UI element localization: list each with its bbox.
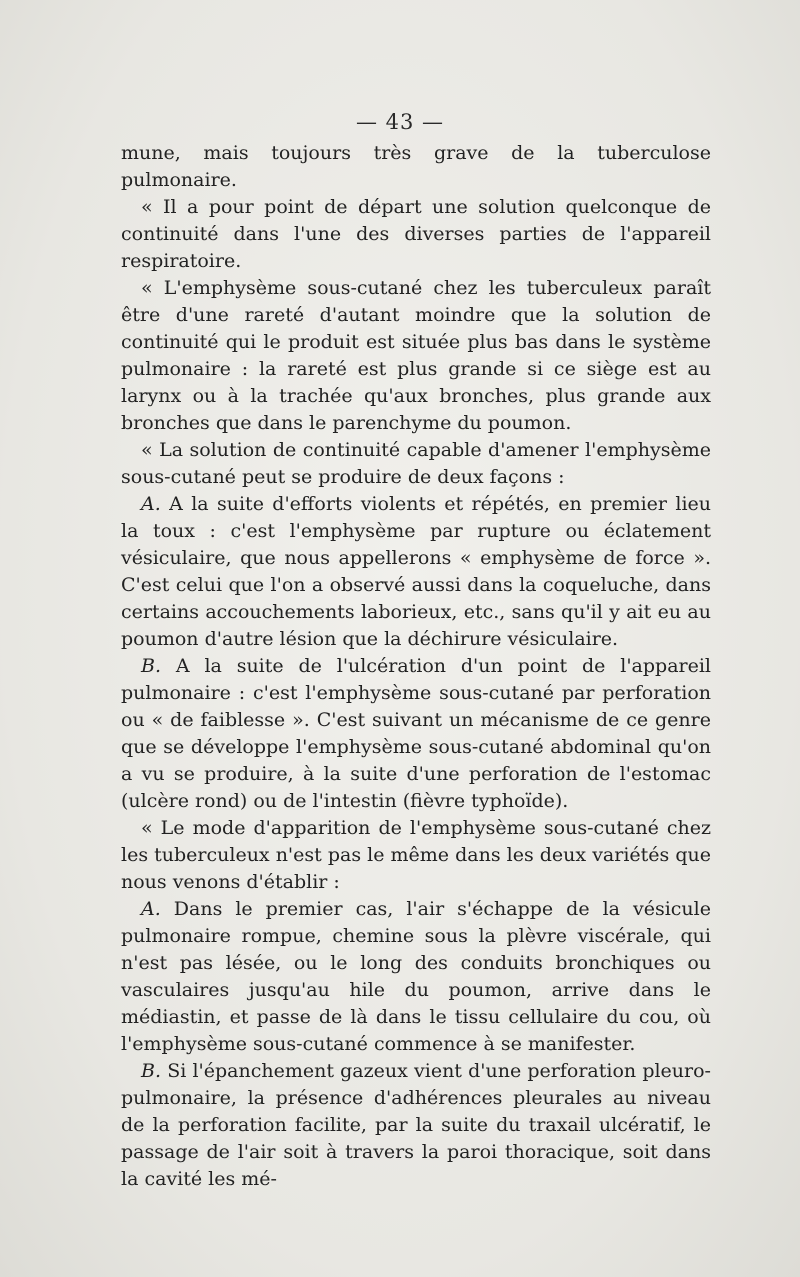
paragraph-text: « La solution de continuité capable d'amener l'emphysème sous-cutané peut se produire de deux façons : <box>121 439 711 488</box>
paragraph-text: « L'emphysème sous-cutané chez les tuberculeux paraît être d'une rareté d'autant moindre que la solution de continuité qui le produit est située plus bas dans le système pulmonaire : la rareté est plus grande si ce siège est au larynx ou à la trachée qu'aux bronches, plus grande aux bronches que dans le parenchyme du poumon. <box>121 277 711 434</box>
page-body <box>121 140 711 1193</box>
paragraph <box>121 437 711 491</box>
paragraph-letter: A. <box>141 898 161 920</box>
paragraph <box>121 653 711 815</box>
paragraph-text: Si l'épanchement gazeux vient d'une perforation pleuro-pulmonaire, la présence d'adhérences pleurales au niveau de la perforation facilite, par la suite du traxail ulcératif, le passage de l'air soit à travers la paroi thoracique, soit dans la cavité les mé- <box>121 1060 711 1190</box>
paragraph <box>121 1058 711 1193</box>
paragraph-letter: A. <box>141 493 161 515</box>
paragraph <box>121 194 711 275</box>
paragraph <box>121 896 711 1058</box>
paragraph-text: A la suite d'efforts violents et répétés, en premier lieu la toux : c'est l'emphysème par rupture ou éclatement vésiculaire, que nous appellerons « emphysème de force ». C'est celui que l'on a observé aussi dans la coqueluche, dans certains accouchements laborieux, etc., sans qu'il y ait eu au poumon d'autre lésion que la déchirure vésiculaire. <box>121 493 711 650</box>
paragraph-letter: B. <box>141 655 162 677</box>
page-number: — 43 — <box>355 110 445 134</box>
paragraph <box>121 275 711 437</box>
paragraph <box>121 140 711 194</box>
paragraph-text: Dans le premier cas, l'air s'échappe de la vésicule pulmonaire rompue, chemine sous la plèvre viscérale, qui n'est pas lésée, ou le long des conduits bronchiques ou vasculaires jusqu'au hile du poumon, arrive dans le médiastin, et passe de là dans le tissu cellulaire du cou, où l'emphysème sous-cutané commence à se manifester. <box>121 898 711 1055</box>
paragraph-text: mune, mais toujours très grave de la tuberculose pulmonaire. <box>121 142 711 191</box>
paragraph-text: « Le mode d'apparition de l'emphysème sous-cutané chez les tuberculeux n'est pas le même dans les deux variétés que nous venons d'établir : <box>121 817 711 893</box>
paragraph-text: A la suite de l'ulcération d'un point de l'appareil pulmonaire : c'est l'emphysème sous-cutané par perforation ou « de faiblesse ». C'est suivant un mécanisme de ce genre que se développe l'emphysème sous-cutané abdominal qu'on a vu se produire, à la suite d'une perforation de l'estomac (ulcère rond) ou de l'intestin (fièvre typhoïde). <box>121 655 711 812</box>
paragraph <box>121 491 711 653</box>
paragraph <box>121 815 711 896</box>
paragraph-letter: B. <box>141 1060 162 1082</box>
paragraph-text: « Il a pour point de départ une solution quelconque de continuité dans l'une des diverses parties de l'appareil respiratoire. <box>121 196 711 272</box>
